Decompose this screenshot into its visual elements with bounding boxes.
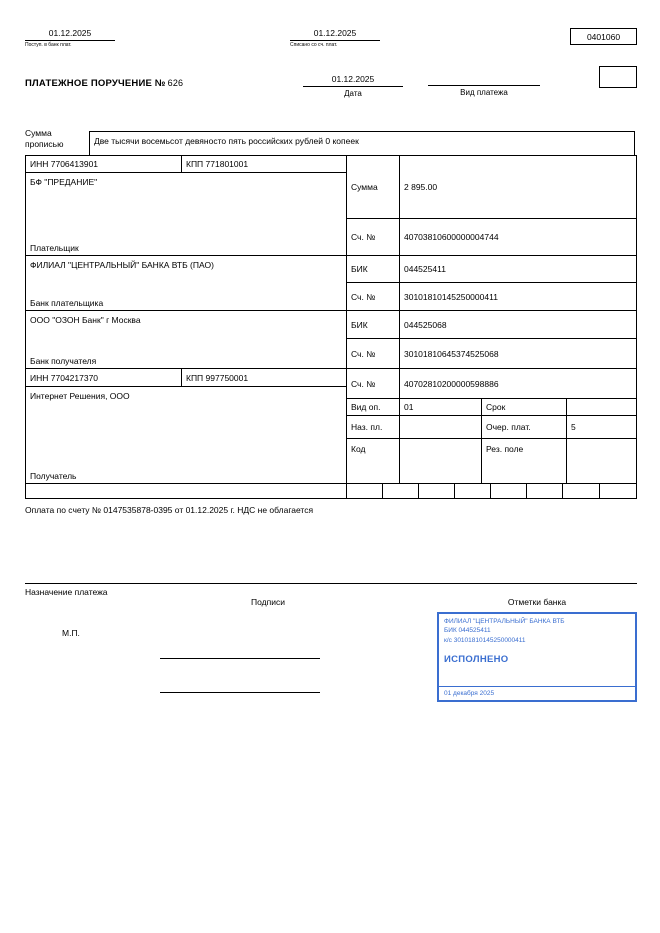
bottom-strip-cell — [418, 484, 454, 498]
bottom-strip-cell — [490, 484, 526, 498]
recipient-account-label-cell: Сч. № — [346, 369, 399, 399]
received-date-value: 01.12.2025 — [25, 28, 115, 41]
recipient-bank-account-label-cell: Сч. № — [346, 339, 399, 369]
stamp-bik: БИК 044525411 — [444, 627, 491, 635]
recipient-bank-label: Банк получателя — [30, 356, 97, 366]
payer-bank-block — [26, 256, 346, 311]
signature-line-2 — [160, 692, 320, 693]
op-type-label-cell: Вид оп. — [346, 399, 399, 416]
amount-in-words-label: Сумма прописью — [25, 128, 64, 150]
debited-date-field — [290, 28, 380, 48]
stamp-place-label: М.П. — [62, 628, 80, 638]
signatures-label: Подписи — [251, 597, 285, 607]
amount-in-words-value: Две тысячи восемьсот девяносто пять российских рублей 0 копеек — [89, 131, 635, 155]
debited-date-value: 01.12.2025 — [290, 28, 380, 41]
payer-bank-bik-label-cell: БИК — [346, 256, 399, 283]
term-cell — [566, 399, 636, 416]
bottom-strip-left-cell — [26, 484, 346, 498]
document-title — [25, 78, 183, 89]
term-label-cell: Срок — [481, 399, 566, 416]
purpose-code-cell — [399, 416, 481, 439]
stamp-status: ИСПОЛНЕНО — [444, 654, 509, 666]
reserve-cell — [566, 439, 636, 484]
payer-block — [26, 173, 346, 256]
payer-bank-name: ФИЛИАЛ "ЦЕНТРАЛЬНЫЙ" БАНКА ВТБ (ПАО) — [30, 260, 214, 270]
sum-label-cell: Сумма — [346, 156, 399, 219]
recipient-bank-block — [26, 311, 346, 369]
recipient-name: Интернет Решения, ООО — [30, 391, 130, 401]
recipient-inn-cell: ИНН 7704217370 — [26, 369, 181, 387]
purpose-code-label-cell: Наз. пл. — [346, 416, 399, 439]
code-label-cell: Код — [346, 439, 399, 484]
payer-bank-label: Банк плательщика — [30, 298, 104, 308]
form-code: 0401060 — [586, 31, 621, 42]
bottom-strip-cell — [562, 484, 599, 498]
payer-bank-bik-cell: 044525411 — [399, 256, 636, 283]
debited-date-label: Списано со сч. плат. — [290, 42, 338, 48]
recipient-block — [26, 387, 346, 484]
recipient-label: Получатель — [30, 471, 77, 481]
priority-cell: 5 — [566, 416, 636, 439]
recipient-bank-name: ООО "ОЗОН Банк" г Москва — [30, 315, 141, 325]
stamp-date: 01 декабря 2025 — [439, 686, 635, 700]
bottom-strip-cell — [346, 484, 382, 498]
received-date-field — [25, 28, 115, 48]
bottom-strip-cell — [526, 484, 562, 498]
sum-value-cell: 2 895.00 — [399, 156, 636, 219]
document-date-label: Дата — [344, 89, 362, 98]
recipient-bank-account-cell: 30101810645374525068 — [399, 339, 636, 369]
bottom-strip-cell — [454, 484, 490, 498]
document-number: 626 — [167, 78, 184, 88]
received-date-label: Поступ. в банк плат. — [25, 42, 72, 48]
status-code-box — [599, 66, 637, 88]
payer-bank-account-label-cell: Сч. № — [346, 283, 399, 311]
stamp-bank-name: ФИЛИАЛ "ЦЕНТРАЛЬНЫЙ" БАНКА ВТБ — [444, 618, 565, 625]
payment-kind-value — [428, 74, 540, 86]
bank-stamp — [437, 612, 637, 702]
recipient-bank-bik-label-cell: БИК — [346, 311, 399, 339]
document-title-text: ПЛАТЕЖНОЕ ПОРУЧЕНИЕ № — [25, 78, 166, 89]
stamp-corr-account: к/с 30101810145250000411 — [444, 636, 526, 644]
payment-kind-field — [428, 74, 540, 97]
payment-purpose-text: Оплата по счету № 0147535878-0395 от 01.12.2025 г. НДС не облагается — [25, 505, 314, 515]
recipient-bank-bik-cell: 044525068 — [399, 311, 636, 339]
bank-marks-label: Отметки банка — [507, 597, 567, 607]
payer-inn-cell: ИНН 7706413901 — [26, 156, 181, 173]
priority-label-cell: Очер. плат. — [481, 416, 566, 439]
payer-bank-account-cell: 30101810145250000411 — [399, 283, 636, 311]
reserve-label-cell: Рез. поле — [481, 439, 566, 484]
signature-line-1 — [160, 658, 320, 659]
bottom-strip-cell — [599, 484, 636, 498]
document-date-field — [303, 74, 403, 98]
purpose-divider — [25, 583, 637, 584]
recipient-account-cell: 40702810200000598886 — [399, 369, 636, 399]
payer-account-cell: 40703810600000004744 — [399, 219, 636, 256]
form-code-box — [570, 28, 637, 45]
payer-kpp-cell: КПП 771801001 — [181, 156, 346, 173]
payer-name: БФ "ПРЕДАНИЕ" — [30, 177, 98, 187]
payment-purpose-label: Назначение платежа — [25, 587, 108, 597]
op-type-cell: 01 — [399, 399, 481, 416]
payer-label: Плательщик — [30, 243, 79, 253]
payment-kind-label: Вид платежа — [460, 88, 508, 97]
document-date-value: 01.12.2025 — [303, 74, 403, 87]
payer-account-label-cell: Сч. № — [346, 219, 399, 256]
code-cell — [399, 439, 481, 484]
recipient-kpp-cell: КПП 997750001 — [181, 369, 346, 387]
bottom-strip-cell — [382, 484, 418, 498]
payment-table — [25, 155, 637, 499]
